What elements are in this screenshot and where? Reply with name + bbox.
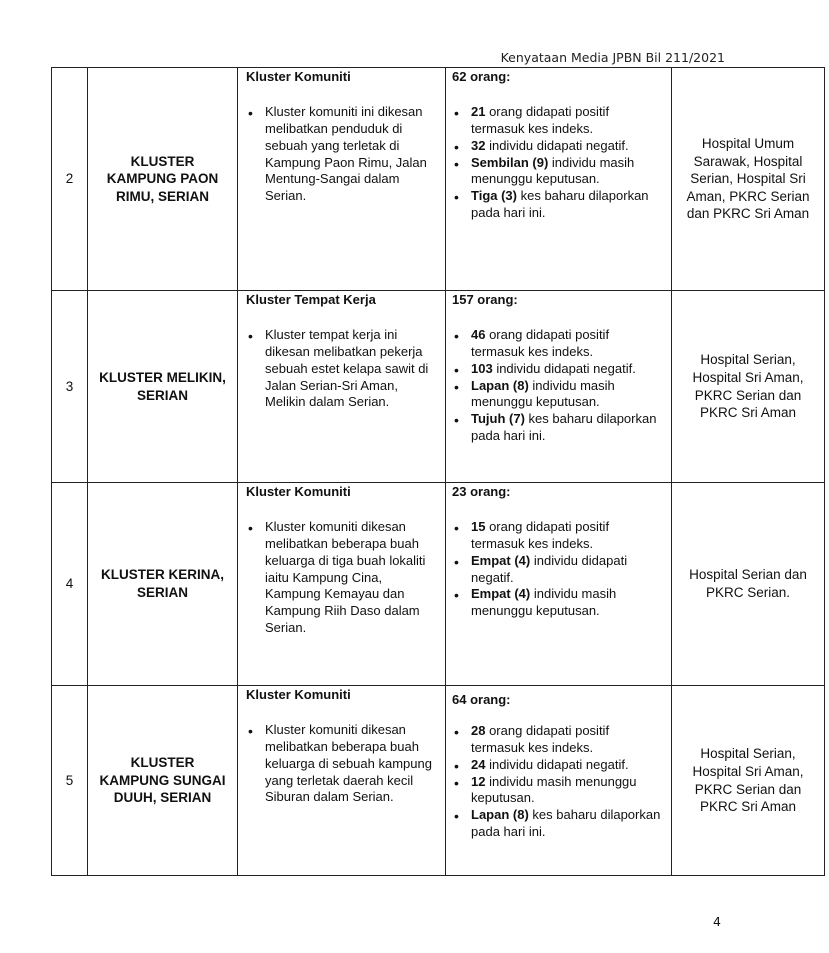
stat-item: • 28 orang didapati positif termasuk kes indeks. <box>471 723 665 757</box>
cluster-stats-cell <box>446 483 672 686</box>
row-number: 2 <box>52 68 88 291</box>
hospital-cell: Hospital Serian, Hospital Sri Aman, PKRC Serian dan PKRC Sri Aman <box>672 291 825 483</box>
row-number: 5 <box>52 686 88 876</box>
row-number: 4 <box>52 483 88 686</box>
table-row <box>52 291 825 483</box>
cluster-category: Kluster Komuniti <box>246 69 351 84</box>
stat-item: • Lapan (8) individu masih menunggu keputusan. <box>471 378 665 412</box>
hospital-cell: Hospital Umum Sarawak, Hospital Serian, Hospital Sri Aman, PKRC Serian dan PKRC Sri Aman <box>672 68 825 291</box>
cluster-category: Kluster Tempat Kerja <box>246 292 376 307</box>
cluster-description-cell <box>238 68 446 291</box>
cluster-description-cell <box>238 686 446 876</box>
cluster-description: • Kluster tempat kerja ini dikesan melibatkan pekerja sebuah estet kelapa sawit di Jalan Serian-Sri Aman, Melikin dalam Serian. <box>265 327 439 411</box>
stat-item: • Sembilan (9) individu masih menunggu keputusan. <box>471 155 665 189</box>
table-row <box>52 483 825 686</box>
table-row <box>52 686 825 876</box>
hospital-cell: Hospital Serian dan PKRC Serian. <box>672 483 825 686</box>
cluster-total: 62 orang: <box>452 69 511 84</box>
cluster-category: Kluster Komuniti <box>246 687 351 702</box>
stat-item: • Empat (4) individu masih menunggu keputusan. <box>471 586 665 620</box>
row-number: 3 <box>52 291 88 483</box>
cluster-description: • Kluster komuniti dikesan melibatkan beberapa buah keluarga di tiga buah lokaliti iaitu Kampung Cina, Kampung Kemayau dan Kampung Riih Daso dalam Serian. <box>265 519 439 637</box>
hospital-cell: Hospital Serian, Hospital Sri Aman, PKRC Serian dan PKRC Sri Aman <box>672 686 825 876</box>
page-number: 4 <box>713 914 721 929</box>
stat-item: • Tiga (3) kes baharu dilaporkan pada hari ini. <box>471 188 665 222</box>
cluster-name: KLUSTER KERINA, SERIAN <box>88 483 238 686</box>
cluster-stats-cell <box>446 686 672 876</box>
cluster-description-cell <box>238 483 446 686</box>
cluster-description-cell <box>238 291 446 483</box>
cluster-category: Kluster Komuniti <box>246 484 351 499</box>
cluster-description: • Kluster komuniti dikesan melibatkan beberapa buah keluarga di sebuah kampung yang terletak daerah kecil Siburan dalam Serian. <box>265 722 439 806</box>
stat-item: • 15 orang didapati positif termasuk kes indeks. <box>471 519 665 553</box>
stat-item: • 12 individu masih menunggu keputusan. <box>471 774 665 808</box>
stat-item: • Tujuh (7) kes baharu dilaporkan pada hari ini. <box>471 411 665 445</box>
stat-item: • 103 individu didapati negatif. <box>471 361 665 378</box>
cluster-name: KLUSTER KAMPUNG SUNGAI DUUH, SERIAN <box>88 686 238 876</box>
cluster-total: 64 orang: <box>452 692 511 707</box>
cluster-stats-cell <box>446 291 672 483</box>
cluster-description: • Kluster komuniti ini dikesan melibatkan penduduk di sebuah yang terletak di Kampung Paon Rimu, Jalan Mentung-Sangai dalam Serian. <box>265 104 439 205</box>
cluster-total: 23 orang: <box>452 484 511 499</box>
stat-item: • 32 individu didapati negatif. <box>471 138 665 155</box>
cluster-table <box>51 67 825 876</box>
stat-item: • 46 orang didapati positif termasuk kes indeks. <box>471 327 665 361</box>
cluster-name: KLUSTER KAMPUNG PAON RIMU, SERIAN <box>88 68 238 291</box>
cluster-name: KLUSTER MELIKIN, SERIAN <box>88 291 238 483</box>
document-reference: Kenyataan Media JPBN Bil 211/2021 <box>500 50 725 65</box>
stat-item: • Empat (4) individu didapati negatif. <box>471 553 665 587</box>
table-row <box>52 68 825 291</box>
stat-item: • 24 individu didapati negatif. <box>471 757 665 774</box>
stat-item: • 21 orang didapati positif termasuk kes indeks. <box>471 104 665 138</box>
stat-item: • Lapan (8) kes baharu dilaporkan pada hari ini. <box>471 807 665 841</box>
cluster-total: 157 orang: <box>452 292 518 307</box>
cluster-stats-cell <box>446 68 672 291</box>
